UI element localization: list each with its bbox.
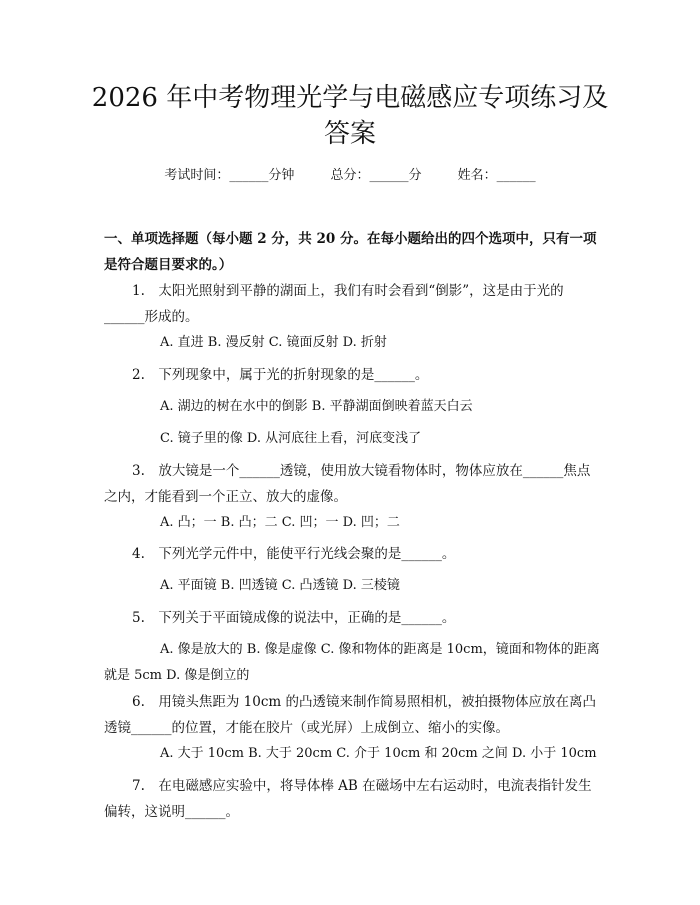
question-7: 7. 在电磁感应实验中，将导体棒 AB 在磁场中左右运动时，电流表指针发生偏转，这说明______。 xyxy=(104,778,592,820)
exam-score: 总分：______分 xyxy=(330,168,422,183)
section-heading: 一、单项选择题（每小题 2 分，共 20 分。在每小题给出的四个选项中，只有一项是符合题目要求的。） xyxy=(104,231,597,273)
question-2-options-line-1: A. 湖边的树在水中的倒影 B. 平静湖面倒映着蓝天白云 xyxy=(160,399,473,414)
question-4-options: A. 平面镜 B. 凹透镜 C. 凸透镜 D. 三棱镜 xyxy=(160,578,400,593)
question-3-options: A. 凸；一 B. 凸；二 C. 凹；一 D. 凹；二 xyxy=(160,515,400,530)
question-4: 4. 下列光学元件中，能使平行光线会聚的是______。 xyxy=(132,546,456,562)
title-line-1: 2026 年中考物理光学与电磁感应专项练习及 xyxy=(91,83,609,113)
student-name: 姓名：______ xyxy=(457,168,536,183)
question-6-options: A. 大于 10cm B. 大于 20cm C. 介于 10cm 和 20cm 之间 D. 小于 10cm xyxy=(160,746,597,761)
question-2: 2. 下列现象中，属于光的折射现象的是______。 xyxy=(132,367,429,383)
exam-time: 考试时间：______分钟 xyxy=(164,168,295,183)
question-1: 1. 太阳光照射到平静的湖面上，我们有时会看到“倒影”，这是由于光的______形成的。 xyxy=(104,283,564,325)
question-2-options-line-2: C. 镜子里的像 D. 从河底往上看，河底变浅了 xyxy=(160,431,422,446)
question-5-options: A. 像是放大的 B. 像是虚像 C. 像和物体的距离是 10cm，镜面和物体的距离就是 5cm D. 像是倒立的 xyxy=(104,642,600,683)
question-6: 6. 用镜头焦距为 10cm 的凸透镜来制作简易照相机，被拍摄物体应放在离凸透镜______的位置，才能在胶片（或光屏）上成倒立、缩小的实像。 xyxy=(104,694,597,736)
question-3: 3. 放大镜是一个______透镜，使用放大镜看物体时，物体应放在______焦点之内，才能看到一个正立、放大的虚像。 xyxy=(104,463,591,505)
exam-meta xyxy=(0,166,700,186)
title-line-2: 答案 xyxy=(323,119,376,149)
question-1-options: A. 直进 B. 漫反射 C. 镜面反射 D. 折射 xyxy=(160,335,387,350)
question-5: 5. 下列关于平面镜成像的说法中，正确的是______。 xyxy=(132,610,456,626)
document-title xyxy=(60,80,640,152)
